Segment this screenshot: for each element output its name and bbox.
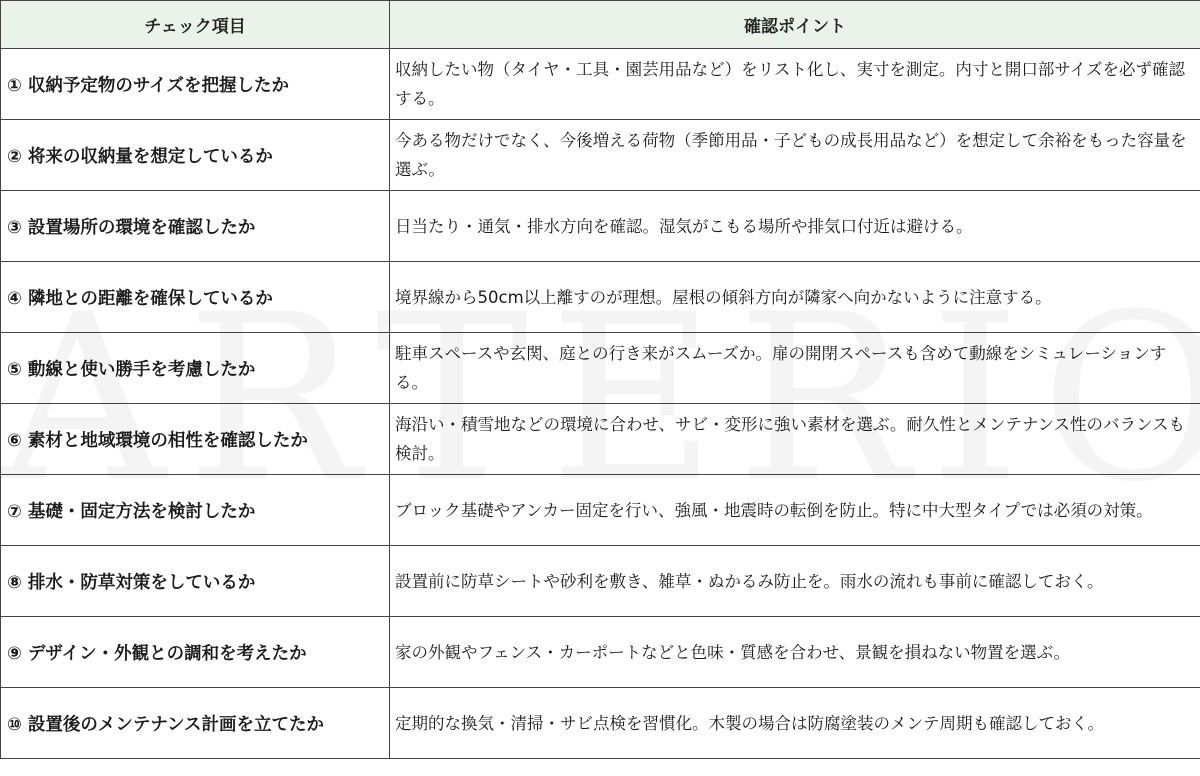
table-header-row [1, 1, 1200, 49]
table-row [1, 688, 1200, 759]
check-point-cell: 今ある物だけでなく、今後増える荷物（季節用品・子どもの成長用品など）を想定して余裕をもった容量を選ぶ。 [390, 120, 1200, 191]
check-point-cell: 駐車スペースや玄関、庭との行き来がスムーズか。扉の開閉スペースも含めて動線をシミュレーションする。 [390, 333, 1200, 404]
check-point-cell: 設置前に防草シートや砂利を敷き、雑草・ぬかるみ防止を。雨水の流れも事前に確認しておく。 [390, 546, 1200, 617]
column-header-check-point: 確認ポイント [390, 1, 1200, 49]
check-item-cell: ① 収納予定物のサイズを把握したか [1, 49, 390, 120]
column-header-check-item: チェック項目 [1, 1, 390, 49]
table-row [1, 191, 1200, 262]
check-item-cell: ⑧ 排水・防草対策をしているか [1, 546, 390, 617]
table-row [1, 617, 1200, 688]
check-point-cell: 定期的な換気・清掃・サビ点検を習慣化。木製の場合は防腐塗装のメンテ周期も確認しておく。 [390, 688, 1200, 759]
table-row [1, 404, 1200, 475]
check-item-cell: ⑨ デザイン・外観との調和を考えたか [1, 617, 390, 688]
check-item-cell: ② 将来の収納量を想定しているか [1, 120, 390, 191]
check-point-cell: 家の外観やフェンス・カーポートなどと色味・質感を合わせ、景観を損ねない物置を選ぶ。 [390, 617, 1200, 688]
check-item-cell: ⑦ 基礎・固定方法を検討したか [1, 475, 390, 546]
check-item-cell: ⑤ 動線と使い勝手を考慮したか [1, 333, 390, 404]
check-item-cell: ④ 隣地との距離を確保しているか [1, 262, 390, 333]
check-point-cell: 境界線から50cm以上離すのが理想。屋根の傾斜方向が隣家へ向かないように注意する。 [390, 262, 1200, 333]
table-row [1, 262, 1200, 333]
check-item-cell: ③ 設置場所の環境を確認したか [1, 191, 390, 262]
check-point-cell: 日当たり・通気・排水方向を確認。湿気がこもる場所や排気口付近は避ける。 [390, 191, 1200, 262]
check-point-cell: ブロック基礎やアンカー固定を行い、強風・地震時の転倒を防止。特に中大型タイプでは必須の対策。 [390, 475, 1200, 546]
check-point-cell: 収納したい物（タイヤ・工具・園芸用品など）をリスト化し、実寸を測定。内寸と開口部サイズを必ず確認する。 [390, 49, 1200, 120]
check-item-cell: ⑥ 素材と地域環境の相性を確認したか [1, 404, 390, 475]
table-row [1, 49, 1200, 120]
table-row [1, 333, 1200, 404]
table-row [1, 546, 1200, 617]
check-item-cell: ⑩ 設置後のメンテナンス計画を立てたか [1, 688, 390, 759]
table-row [1, 475, 1200, 546]
check-point-cell: 海沿い・積雪地などの環境に合わせ、サビ・変形に強い素材を選ぶ。耐久性とメンテナンス性のバランスも検討。 [390, 404, 1200, 475]
table-row [1, 120, 1200, 191]
